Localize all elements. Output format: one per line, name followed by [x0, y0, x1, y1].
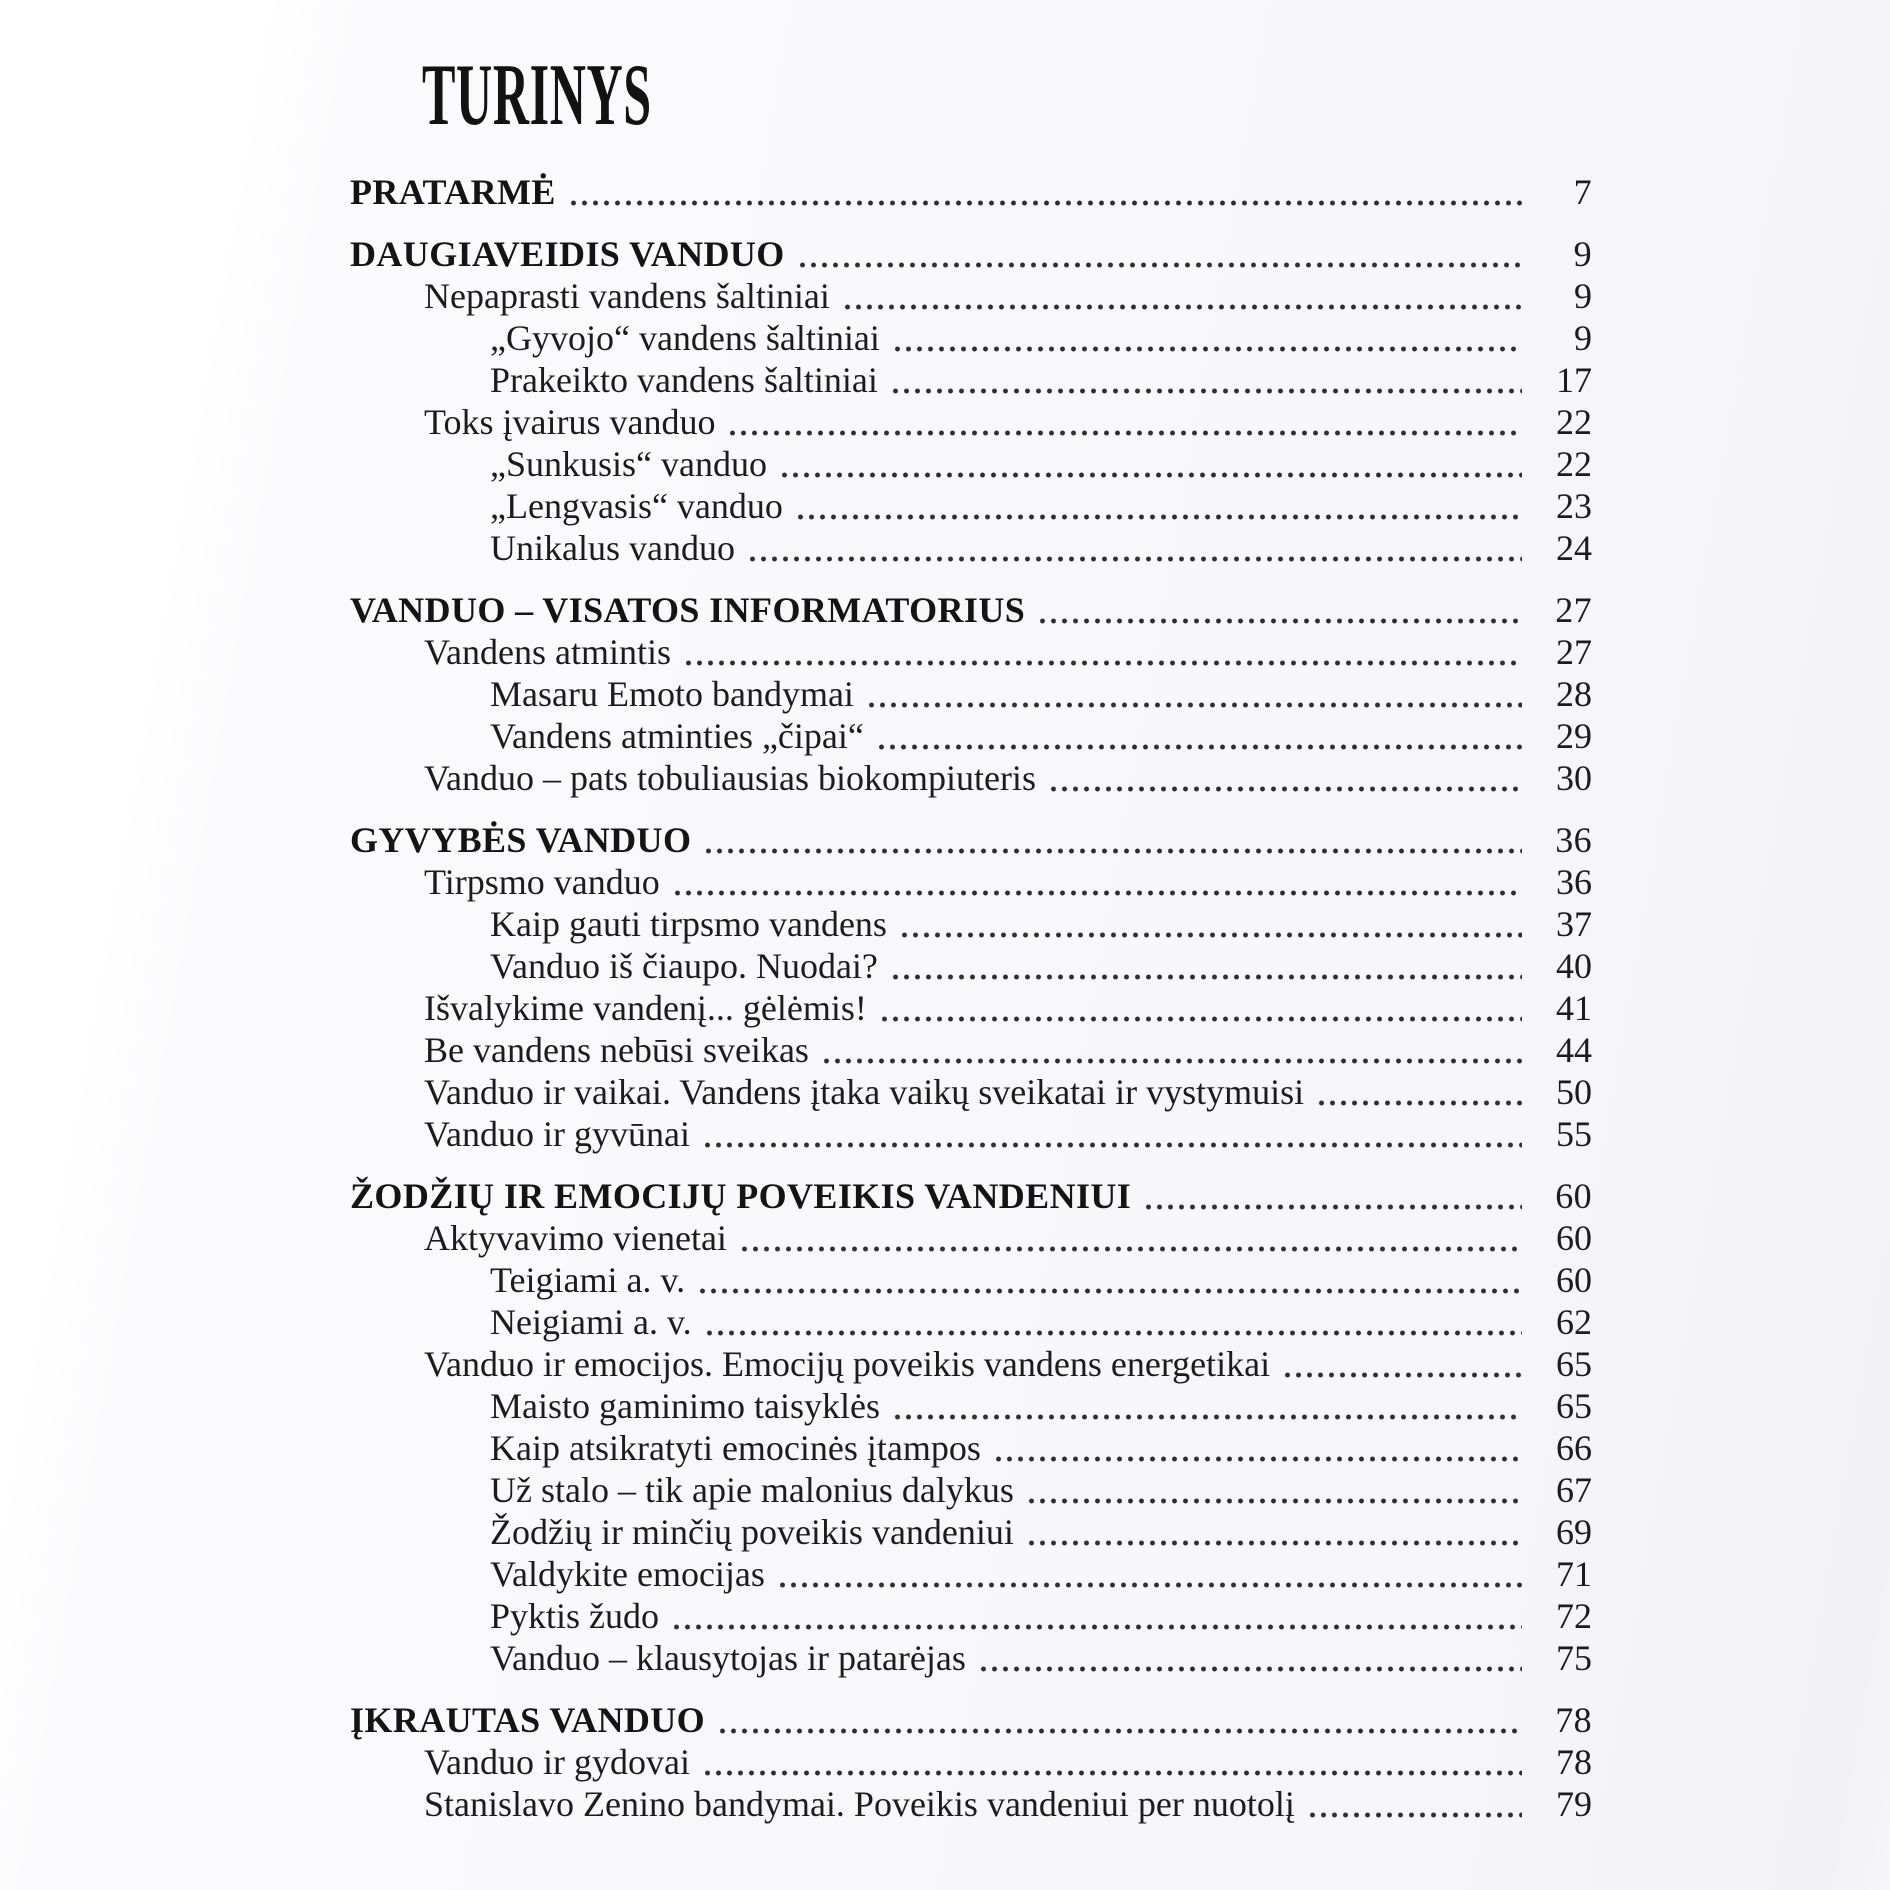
toc-entry-label: Be vandens nebūsi sveikas	[424, 1030, 809, 1070]
toc-entry-label: Maisto gaminimo taisyklės	[490, 1386, 880, 1426]
toc-entry-page: 78	[1556, 1742, 1592, 1782]
toc-entry	[350, 1424, 1592, 1466]
toc-entry-label: Tirpsmo vanduo	[424, 862, 660, 902]
toc-entry-label: Vandens atmintis	[424, 632, 671, 672]
toc-entry	[350, 1172, 1592, 1214]
toc-entry-page: 7	[1573, 172, 1592, 212]
toc-entry	[350, 754, 1592, 796]
toc-entry-page: 78	[1555, 1700, 1592, 1740]
dot-leader	[890, 973, 1522, 981]
toc-entry-label: „Sunkusis“ vanduo	[490, 444, 767, 484]
toc-entry	[350, 1634, 1592, 1676]
toc-entry-page: 65	[1556, 1386, 1592, 1426]
toc-entry-page: 60	[1556, 1218, 1592, 1258]
dot-leader	[993, 1455, 1522, 1463]
dot-leader	[1316, 1099, 1522, 1107]
toc-entry-page: 9	[1574, 276, 1592, 316]
toc-entry	[350, 1696, 1592, 1738]
toc-entry-label: GYVYBĖS VANDUO	[350, 820, 692, 860]
toc-entry-label: Prakeikto vandens šaltiniai	[490, 360, 878, 400]
toc-entry-page: 66	[1556, 1428, 1592, 1468]
toc-entry-page: 69	[1556, 1512, 1592, 1552]
toc-entry-page: 72	[1556, 1596, 1592, 1636]
toc-entry	[350, 1592, 1592, 1634]
dot-leader	[1307, 1811, 1522, 1819]
toc-entry-page: 40	[1556, 946, 1592, 986]
toc-entry-page: 55	[1556, 1114, 1592, 1154]
toc-entry-page: 75	[1556, 1638, 1592, 1678]
dot-leader	[879, 1015, 1522, 1023]
dot-leader	[795, 513, 1522, 521]
dot-leader	[727, 429, 1522, 437]
toc-entry-page: 17	[1556, 360, 1592, 400]
toc-entry	[350, 1382, 1592, 1424]
toc-entry	[350, 1110, 1592, 1152]
dot-leader	[1282, 1371, 1522, 1379]
toc-entry	[350, 398, 1592, 440]
toc-entry-page: 30	[1556, 758, 1592, 798]
dot-leader	[779, 471, 1522, 479]
toc-entry-page: 27	[1556, 632, 1592, 672]
toc-entry	[350, 900, 1592, 942]
toc-entry	[350, 524, 1592, 566]
toc-entry	[350, 356, 1592, 398]
toc-entry	[350, 1508, 1592, 1550]
toc-entry-label: Valdykite emocijas	[490, 1554, 765, 1594]
dot-leader	[717, 1727, 1522, 1735]
toc-entry	[350, 1026, 1592, 1068]
toc-entry-label: Unikalus vanduo	[490, 528, 735, 568]
toc-entry	[350, 628, 1592, 670]
toc-entry-page: 29	[1556, 716, 1592, 756]
toc-entry-page: 23	[1556, 486, 1592, 526]
dot-leader	[672, 889, 1522, 897]
toc-entry	[350, 712, 1592, 754]
dot-leader	[777, 1581, 1522, 1589]
toc-entry	[350, 168, 1592, 210]
toc-entry	[350, 858, 1592, 900]
toc-entry	[350, 1780, 1592, 1822]
dot-leader	[892, 345, 1522, 353]
toc-entry-page: 22	[1556, 402, 1592, 442]
toc-entry-label: ĮKRAUTAS VANDUO	[350, 1700, 706, 1740]
toc-entry-label: Pyktis žudo	[490, 1596, 660, 1636]
toc-entry-label: Vanduo – klausytojas ir patarėjas	[490, 1638, 966, 1678]
toc-entry-label: Aktyvavimo vienetai	[424, 1218, 727, 1258]
toc-entry-label: Neigiami a. v.	[490, 1302, 692, 1342]
toc-entry-label: VANDUO – VISATOS INFORMATORIUS	[350, 590, 1026, 630]
toc-entry-label: ŽODŽIŲ IR EMOCIJŲ POVEIKIS VANDENIUI	[350, 1176, 1132, 1216]
toc-entry-label: Vanduo ir vaikai. Vandens įtaka vaikų sveikatai ir vystymuisi	[424, 1072, 1305, 1112]
toc-entry-label: „Gyvojo“ vandens šaltiniai	[490, 318, 880, 358]
dot-leader	[866, 701, 1522, 709]
toc-entry	[350, 440, 1592, 482]
toc-entry	[350, 1340, 1592, 1382]
toc-list	[350, 168, 1592, 1822]
toc-entry	[350, 1550, 1592, 1592]
toc-entry	[350, 984, 1592, 1026]
toc-entry-label: PRATARMĖ	[350, 172, 556, 212]
toc-entry-page: 41	[1556, 988, 1592, 1028]
dot-leader	[703, 847, 1522, 855]
dot-leader	[890, 387, 1522, 395]
dot-leader	[683, 659, 1522, 667]
toc-entry-label: Kaip gauti tirpsmo vandens	[490, 904, 887, 944]
dot-leader	[899, 931, 1522, 939]
toc-entry	[350, 1466, 1592, 1508]
toc-entry-label: Vanduo ir emocijos. Emocijų poveikis vandens energetikai	[424, 1344, 1271, 1384]
toc-entry-label: Išvalykime vandenį... gėlėmis!	[424, 988, 867, 1028]
dot-leader	[704, 1329, 1522, 1337]
dot-leader	[1037, 617, 1522, 625]
dot-leader	[797, 261, 1522, 269]
toc-entry	[350, 1738, 1592, 1780]
toc-entry	[350, 816, 1592, 858]
toc-entry-label: Vanduo ir gydovai	[424, 1742, 690, 1782]
toc-entry-page: 79	[1556, 1784, 1592, 1824]
toc-entry-page: 27	[1555, 590, 1592, 630]
toc-entry-page: 50	[1556, 1072, 1592, 1112]
toc-entry	[350, 272, 1592, 314]
dot-leader	[842, 303, 1522, 311]
dot-leader	[702, 1141, 1522, 1149]
toc-entry	[350, 1298, 1592, 1340]
toc-entry	[350, 1068, 1592, 1110]
toc-entry-label: Masaru Emoto bandymai	[490, 674, 854, 714]
dot-leader	[821, 1057, 1522, 1065]
toc-entry-page: 24	[1556, 528, 1592, 568]
dot-leader	[978, 1665, 1522, 1673]
toc-entry	[350, 482, 1592, 524]
toc-entry-label: Nepaprasti vandens šaltiniai	[424, 276, 830, 316]
toc-entry-page: 65	[1556, 1344, 1592, 1384]
toc-entry	[350, 1214, 1592, 1256]
dot-leader	[568, 199, 1522, 207]
toc-entry-label: Už stalo – tik apie malonius dalykus	[490, 1470, 1014, 1510]
toc-entry	[350, 942, 1592, 984]
dot-leader	[876, 743, 1522, 751]
toc-entry-page: 37	[1556, 904, 1592, 944]
toc-entry-label: Vanduo – pats tobuliausias biokompiuteris	[424, 758, 1036, 798]
toc-entry-page: 67	[1556, 1470, 1592, 1510]
toc-entry-page: 28	[1556, 674, 1592, 714]
toc-entry-label: Toks įvairus vanduo	[424, 402, 716, 442]
dot-leader	[671, 1623, 1522, 1631]
toc-entry-label: „Lengvasis“ vanduo	[490, 486, 783, 526]
dot-leader	[739, 1245, 1522, 1253]
toc-entry-page: 44	[1556, 1030, 1592, 1070]
toc-entry	[350, 670, 1592, 712]
page-title: TURINYS	[422, 47, 652, 144]
toc-entry-label: DAUGIAVEIDIS VANDUO	[350, 234, 785, 274]
toc-entry-label: Vanduo iš čiaupo. Nuodai?	[490, 946, 878, 986]
toc-entry-page: 71	[1556, 1554, 1592, 1594]
toc-entry-page: 22	[1556, 444, 1592, 484]
toc-entry-page: 60	[1556, 1260, 1592, 1300]
toc-entry-label: Teigiami a. v.	[490, 1260, 686, 1300]
toc-entry-page: 9	[1574, 318, 1592, 358]
toc-entry-label: Vandens atminties „čipai“	[490, 716, 864, 756]
dot-leader	[1143, 1203, 1522, 1211]
toc-entry-label: Stanislavo Zenino bandymai. Poveikis vandeniui per nuotolį	[424, 1784, 1295, 1824]
dot-leader	[892, 1413, 1522, 1421]
dot-leader	[702, 1769, 1522, 1777]
dot-leader	[1048, 785, 1522, 793]
toc-entry-label: Kaip atsikratyti emocinės įtampos	[490, 1428, 981, 1468]
dot-leader	[747, 555, 1522, 563]
dot-leader	[1026, 1539, 1522, 1547]
toc-entry	[350, 1256, 1592, 1298]
toc-entry-page: 62	[1556, 1302, 1592, 1342]
toc-entry	[350, 586, 1592, 628]
toc-entry	[350, 230, 1592, 272]
toc-entry-label: Vanduo ir gyvūnai	[424, 1114, 690, 1154]
toc-entry-page: 60	[1555, 1176, 1592, 1216]
toc-entry-page: 36	[1556, 862, 1592, 902]
dot-leader	[1026, 1497, 1522, 1505]
toc-entry-page: 9	[1573, 234, 1592, 274]
toc-entry-label: Žodžių ir minčių poveikis vandeniui	[490, 1512, 1014, 1552]
toc-entry	[350, 314, 1592, 356]
dot-leader	[697, 1287, 1522, 1295]
toc-entry-page: 36	[1555, 820, 1592, 860]
